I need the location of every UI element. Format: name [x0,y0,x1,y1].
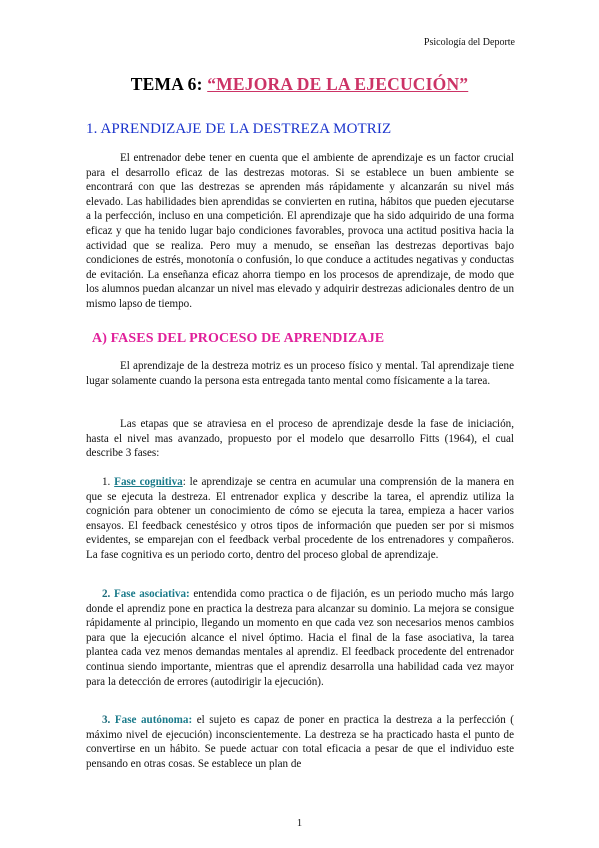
phase-number: 2. [102,588,111,600]
section-1-paragraph [86,151,514,312]
section-heading-1: 1. APRENDIZAJE DE LA DESTREZA MOTRIZ [86,121,392,137]
paragraph-text: Las etapas que se atraviesa en el proceso de aprendizaje desde la fase de iniciación, hasta el nivel mas avanzado, propuesto por el modelo que desarrollo Fitts (1964), el cual describe 3 fases: [86,418,514,460]
section-heading-a: A) FASES DEL PROCESO DE APRENDIZAJE [92,331,385,346]
page-number: 1 [296,818,303,829]
phase-number: 1. [102,476,111,488]
phase-text: entendida como practica o de fijación, es un periodo mucho más largo donde el aprendiz pone en practica la destreza para alcanzar su dominio. La mejora se consigue rápidamente al principio, llegando un momento en que cada vez son necesarios menos cambios para que la ejecución alcance el nivel óptimo. Hacia el final de la fase asociativa, la tarea plantea cada vez menos demandas mentales al aprendiz. El feedback procedente del entrenador continua siendo importante, mientras que el aprendiz desarrolla una habilidad cada vez mayor para la detección de errores (autodirigir la ejecución). [86,588,514,688]
phase-item-autonoma [86,713,514,771]
phase-label: Fase asociativa: [113,588,190,600]
phase-label: Fase autónoma: [114,714,193,726]
page-title [0,74,599,95]
paragraph-text: El aprendizaje de la destreza motriz es un proceso físico y mental. Tal aprendizaje tiene lugar solamente cuando la persona esta entregada tanto mental como físicamente a la tarea. [86,360,514,387]
phase-number: 3. [102,714,111,726]
phase-item-asociativa [86,587,514,689]
running-header: Psicología del Deporte [423,37,515,48]
section-a-paragraph-1 [86,359,514,388]
section-a-paragraph-2 [86,417,514,461]
title-main: “MEJORA DE LA EJECUCIÓN” [207,74,469,94]
phase-item-cognitiva [86,475,514,563]
title-prefix: TEMA 6: [130,74,208,94]
paragraph-text: El entrenador debe tener en cuenta que el ambiente de aprendizaje es un factor crucial para el desarrollo eficaz de las destrezas motoras. Si se establece un buen ambiente se encontrará con que las destrezas se aprenden más rápidamente y alcanzarán su nivel más elevado. Las habilidades bien aprendidas se convierten en rutina, hábitos que pueden ejecutarse a la perfección, incluso en una competición. El aprendizaje que ha sido adquirido de una forma eficaz y que ha tenido lugar bajo condiciones favorables, provoca una actitud positiva hacia la actividad que se realiza. Pero muy a menudo, se enseñan las destrezas deportivas bajo condiciones de estrés, monotonía o confusión, lo que conduce a actitudes negativas y conductas de evitación. La enseñanza eficaz ahorra tiempo en los procesos de aprendizaje, de modo que los alumnos puedan alcanzar un nivel mas elevado y adquirir destrezas adicionales dentro de un mismo lapso de tiempo. [86,152,514,310]
phase-label: Fase cognitiva [114,476,183,488]
phase-text: el sujeto es capaz de poner en practica la destreza a la perfección ( máximo nivel de ejecución) inconscientemente. La destreza se ha practicado hasta el punto de convertirse en un hábito. Se puede actuar con total eficacia a pesar de que el individuo este pensando en otras cosas. Se establece un plan de [86,714,514,770]
phase-text: : le aprendizaje se centra en acumular una comprensión de la manera en que se ejecuta la destreza. El entrenador explica y describe la tarea, el aprendiz utiliza la cognición para obtener un conocimiento de cómo se ejecuta la tarea, empieza a hacer varios ensayos. El feedback cenestésico y otros tipos de información que pueden ser por si mismos evidentes, se emparejan con el feedback verbal procedente de los entrenadores y compañeros. La fase cognitiva es un periodo corto, dentro del proceso global de aprendizaje. [86,476,514,561]
